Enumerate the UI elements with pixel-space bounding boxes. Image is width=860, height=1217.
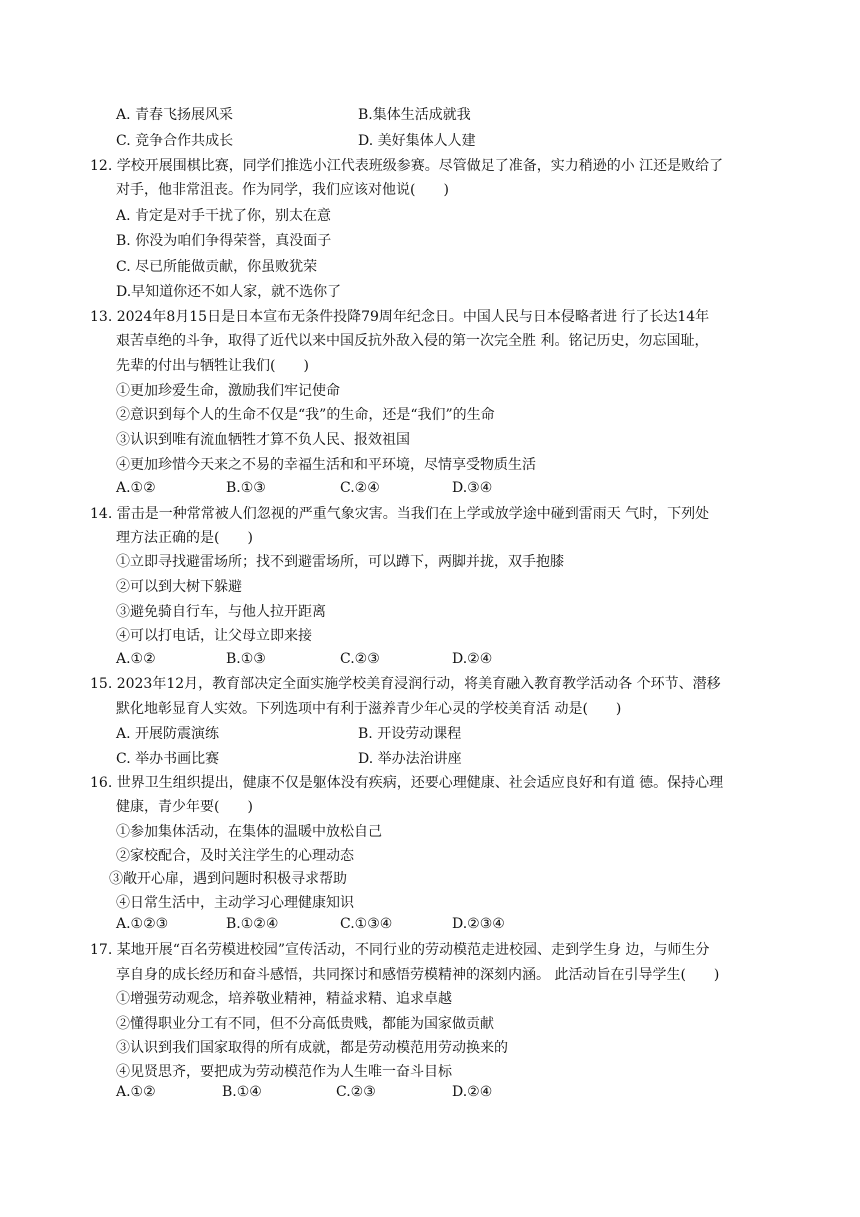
q17-option-c: C.②③ — [336, 1084, 376, 1100]
q14-options-row — [116, 650, 616, 668]
q14-statement-1: ①立即寻找避雷场所；找不到避雷场所，可以蹲下，两脚并拢，双手抱膝 — [116, 554, 564, 570]
q15-option-c: C. 举办书画比赛 — [116, 751, 220, 767]
q15-stem-line-2: 默化地彰显育人实效。下列选项中有利于滋养青少年心灵的学校美育活 动是( ) — [116, 701, 622, 717]
q17-statement-2: ②懂得职业分工有不同，但不分高低贵贱，都能为国家做贡献 — [116, 1016, 494, 1032]
q13-statement-3: ③认识到唯有流血牺牲才算不负人民、报效祖国 — [116, 432, 410, 448]
q16-option-c: C.①③④ — [340, 916, 393, 932]
q11-option-d: D. 美好集体人人建 — [358, 133, 476, 149]
q14-option-d: D.②④ — [452, 651, 493, 667]
q17-option-b: B.①④ — [222, 1084, 262, 1100]
q14-statement-2: ②可以到大树下躲避 — [116, 579, 242, 595]
q12-option-a: A. 肯定是对手干扰了你，别太在意 — [116, 208, 332, 224]
q16-options-row — [116, 915, 616, 933]
q14-option-a: A.①② — [116, 651, 156, 667]
q17-statement-3: ③认识到我们国家取得的所有成就，都是劳动模范用劳动换来的 — [116, 1040, 508, 1056]
q16-statement-4: ④日常生活中，主动学习心理健康知识 — [116, 895, 354, 911]
q17-statement-1: ①增强劳动观念，培养敬业精神，精益求精、追求卓越 — [116, 991, 452, 1007]
q13-stem-line-3: 先辈的付出与牺牲让我们( ) — [116, 358, 309, 374]
q15-option-a: A. 开展防震演练 — [116, 726, 220, 742]
q11-options-row-2 — [116, 132, 616, 150]
q13-option-c: C.②④ — [340, 480, 380, 496]
q17-statement-4: ④见贤思齐，要把成为劳动模范作为人生唯一奋斗目标 — [116, 1064, 452, 1080]
q12-stem-line-2: 对手，他非常沮丧。作为同学，我们应该对他说( ) — [116, 182, 449, 198]
q16-statement-1: ①参加集体活动，在集体的温暖中放松自己 — [116, 824, 382, 840]
q16-statement-3: ③敞开心扉，遇到问题时积极寻求帮助 — [109, 871, 347, 887]
q16-stem-line-1: 16. 世界卫生组织提出，健康不仅是躯体没有疾病，还要心理健康、社会适应良好和有道 德。保持心理 — [90, 775, 724, 791]
q15-options-row-2 — [116, 750, 616, 768]
q15-option-b: B. 开设劳动课程 — [358, 726, 462, 742]
q11-options-row-1 — [116, 106, 616, 124]
q16-option-a: A.①②③ — [116, 916, 169, 932]
q13-option-a: A.①② — [116, 480, 156, 496]
q12-stem-line-1: 12. 学校开展围棋比赛，同学们推选小江代表班级参赛。尽管做足了准备，实力稍逊的小 江还是败给了 — [90, 158, 724, 174]
q11-option-b: B.集体生活成就我 — [358, 107, 471, 123]
q14-option-c: C.②③ — [340, 651, 380, 667]
q15-stem-line-1: 15. 2023年12月，教育部决定全面实施学校美育浸润行动，将美育融入教育教学活动各 个环节、潜移 — [90, 676, 721, 692]
q17-stem-line-1: 17. 某地开展“百名劳模进校园”宣传活动，不同行业的劳动模范走进校园、走到学生身 边，与师生分 — [90, 942, 710, 958]
q17-option-a: A.①② — [116, 1084, 156, 1100]
q15-option-d: D. 举办法治讲座 — [358, 751, 462, 767]
q12-option-b: B. 你没为咱们争得荣誉，真没面子 — [116, 233, 332, 249]
q13-statement-2: ②意识到每个人的生命不仅是“我”的生命，还是“我们”的生命 — [116, 407, 495, 423]
q13-stem-line-1: 13. 2024年8月15日是日本宣布无条件投降79周年纪念日。中国人民与日本侵略者进 行了长达14年 — [90, 309, 710, 325]
q16-stem-line-2: 健康，青少年要( ) — [116, 799, 253, 815]
q14-statement-3: ③避免骑自行车，与他人拉开距离 — [116, 604, 326, 620]
q13-option-d: D.③④ — [452, 480, 493, 496]
q12-option-d: D.早知道你还不如人家，就不选你了 — [116, 284, 342, 300]
q14-statement-4: ④可以打电话，让父母立即来接 — [116, 628, 312, 644]
q11-option-c: C. 竞争合作共成长 — [116, 133, 234, 149]
q16-option-d: D.②③④ — [452, 916, 505, 932]
q13-statement-1: ①更加珍爱生命，激励我们牢记使命 — [116, 383, 340, 399]
q12-option-c: C. 尽已所能做贡献，你虽败犹荣 — [116, 259, 318, 275]
q16-option-b: B.①②④ — [226, 916, 279, 932]
q13-statement-4: ④更加珍惜今天来之不易的幸福生活和和平环境，尽情享受物质生活 — [116, 457, 536, 473]
q15-options-row-1 — [116, 725, 616, 743]
q13-options-row — [116, 479, 616, 497]
q13-stem-line-2: 艰苦卓绝的斗争，取得了近代以来中国反抗外敌入侵的第一次完全胜 利。铭记历史，勿忘国耻， — [116, 333, 709, 349]
q11-option-a: A. 青春飞扬展风采 — [116, 107, 234, 123]
q13-option-b: B.①③ — [226, 480, 266, 496]
q17-options-row — [116, 1083, 616, 1101]
q14-stem-line-2: 理方法正确的是( ) — [116, 530, 253, 546]
q16-statement-2: ②家校配合，及时关注学生的心理动态 — [116, 848, 354, 864]
q14-stem-line-1: 14. 雷击是一种常常被人们忽视的严重气象灾害。当我们在上学或放学途中碰到雷雨天 气时，下列处 — [90, 506, 710, 522]
q14-option-b: B.①③ — [226, 651, 266, 667]
q17-option-d: D.②④ — [452, 1084, 493, 1100]
q17-stem-line-2: 享自身的成长经历和奋斗感悟，共同探讨和感悟劳模精神的深刻内涵。 此活动旨在引导学生( ) — [116, 967, 720, 983]
